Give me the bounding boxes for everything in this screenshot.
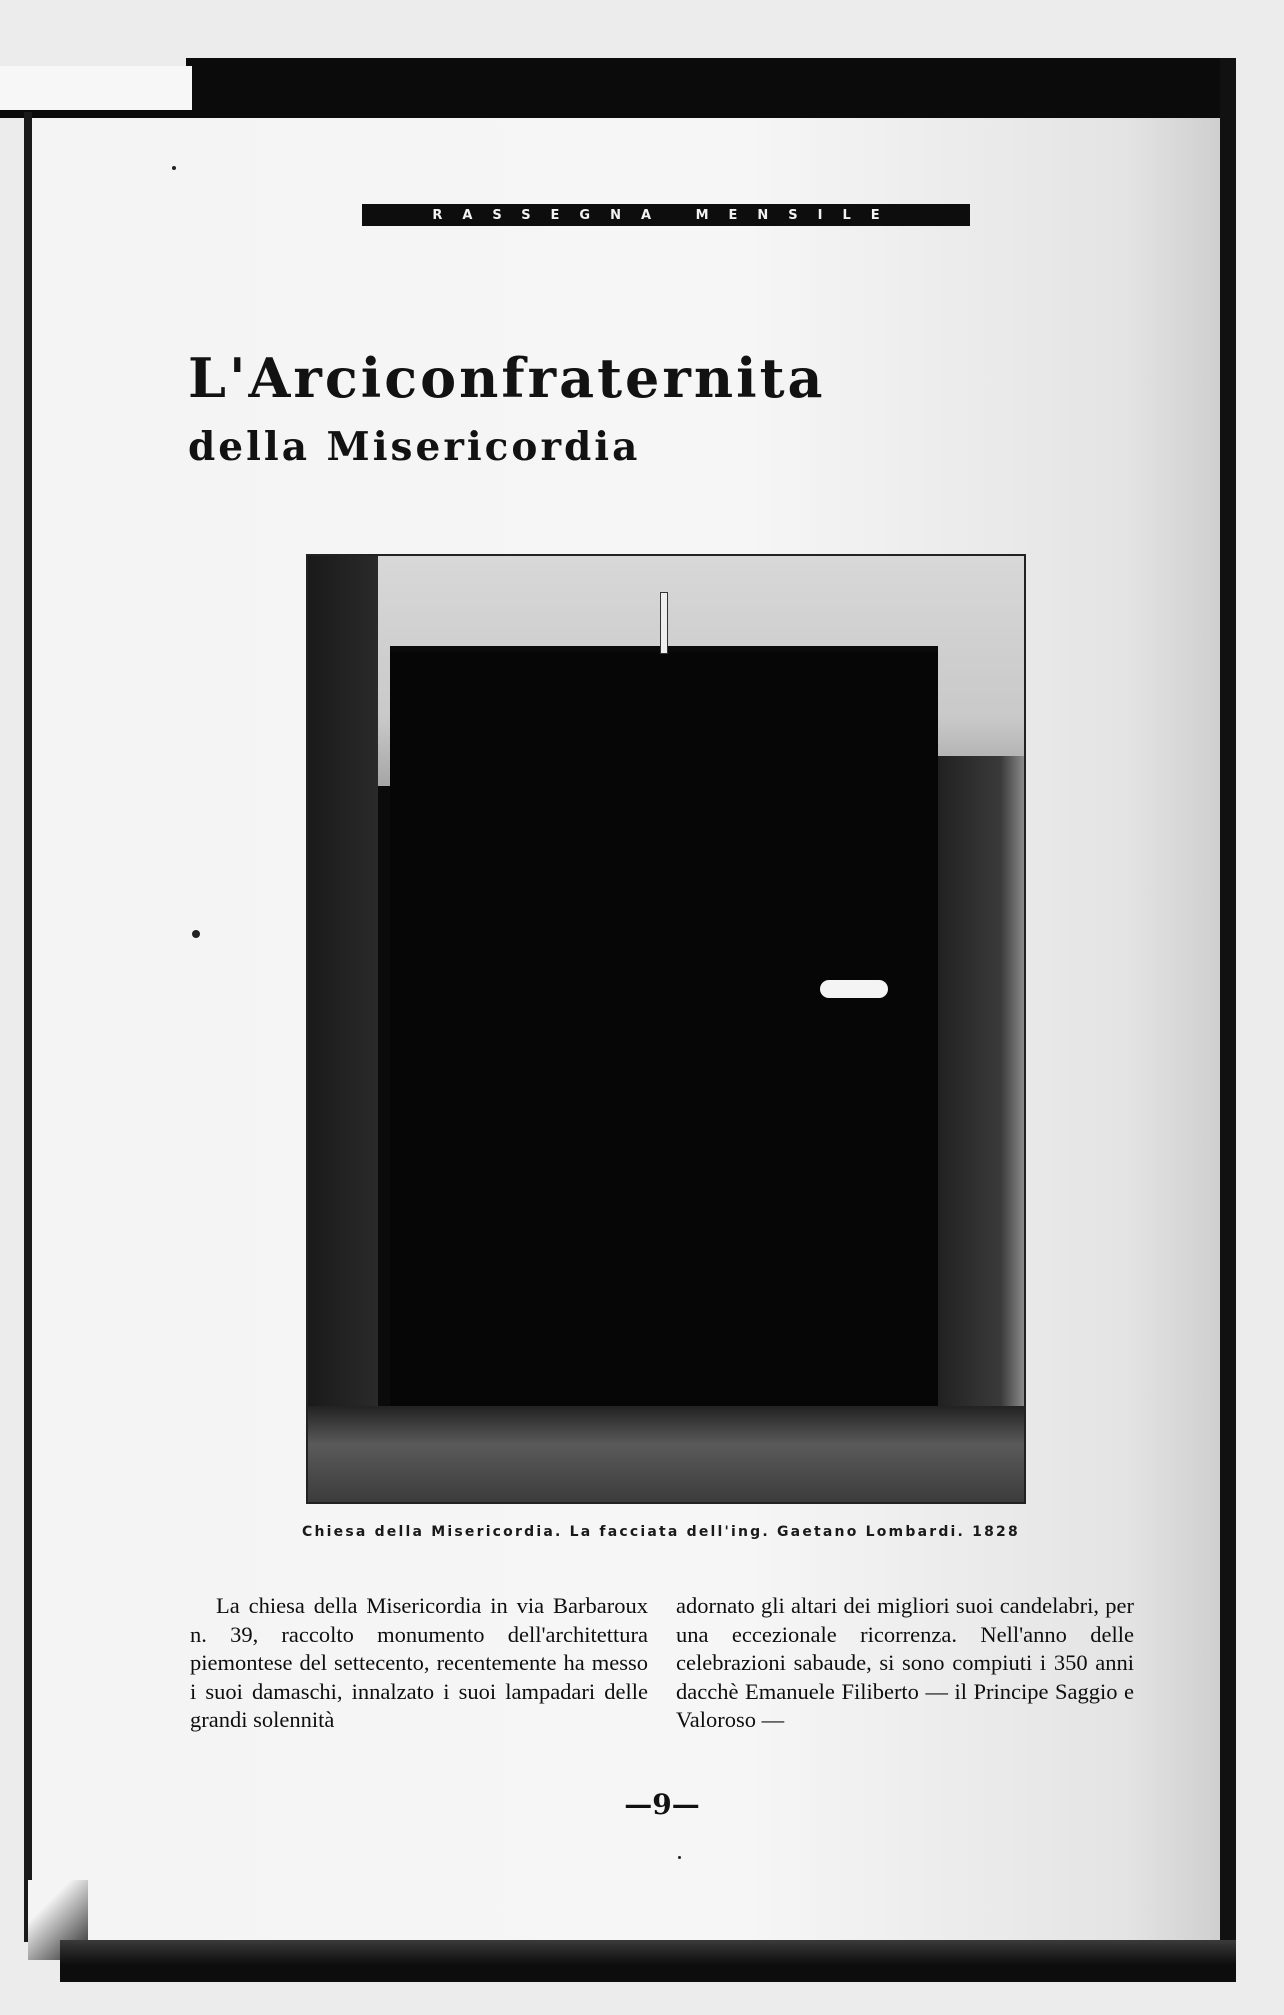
photo-caption: Chiesa della Misericordia. La facciata dell'ing. Gaetano Lombardi. 1828 <box>302 1524 1020 1540</box>
church-photo <box>306 554 1026 1504</box>
scan-speck <box>192 930 200 938</box>
scan-speck <box>678 1856 681 1859</box>
photo-ground <box>308 1406 1024 1502</box>
article-column-right <box>676 1592 1134 1735</box>
article-paragraph: La chiesa della Misericordia in via Barbaroux n. 39, raccolto monumento dell'architettura piemontese del settecento, recentemente ha messo i suoi damaschi, innalzato i suoi lampadari delle grandi solennità <box>190 1593 648 1732</box>
photo-facade <box>390 652 938 1412</box>
scan-bottom-edge <box>60 1940 1236 1982</box>
photo-highlight <box>820 980 888 998</box>
article-paragraph: adornato gli altari dei migliori suoi candelabri, per una eccezionale ricorrenza. Nell'anno delle celebrazioni sabaude, si sono compiuti i 350 anni dacchè Emanuele Filiberto — il Principe Saggio e Valoroso — <box>676 1593 1134 1732</box>
scan-speck <box>172 166 176 170</box>
photo-left-building <box>308 556 378 1502</box>
page-left-edge <box>24 112 32 1942</box>
page-number: —9— <box>624 1788 700 1821</box>
header-ribbon <box>362 204 970 226</box>
header-ribbon-text: RASSEGNA MENSILE <box>432 207 900 223</box>
article-subtitle: della Misericordia <box>188 424 641 470</box>
scan-tab <box>0 66 192 110</box>
article-title: L'Arciconfraternita <box>188 346 826 410</box>
article-column-left <box>190 1592 648 1735</box>
photo-cross <box>660 592 668 654</box>
scan-right-edge <box>1220 58 1236 1978</box>
